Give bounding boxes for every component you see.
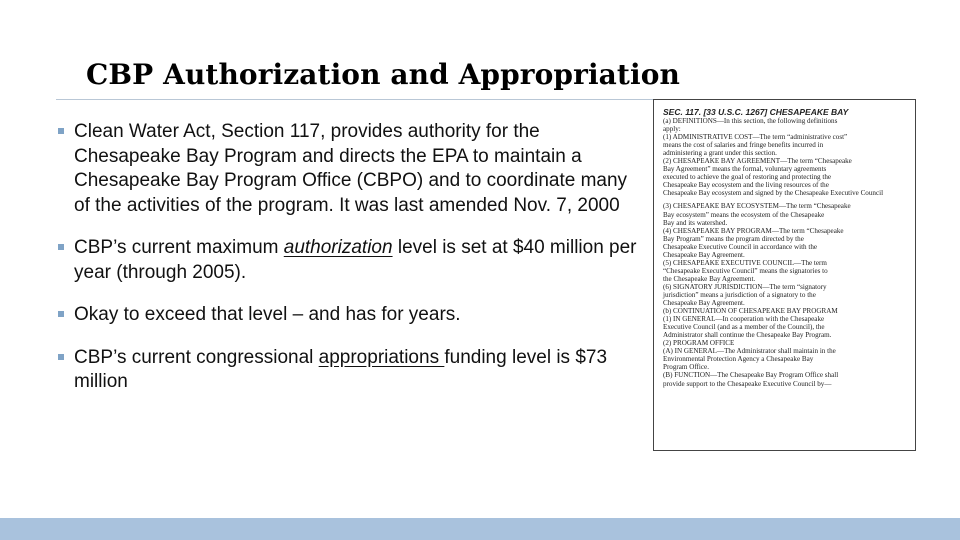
statute-line: Chesapeake Bay ecosystem and signed by the Chesapeake Executive Council — [663, 189, 884, 198]
bullet-item — [58, 236, 638, 285]
bullet-text-before: CBP’s current congressional — [74, 346, 319, 368]
statute-line: the Chesapeake Bay Agreement. — [663, 274, 756, 283]
statute-line: (b) CONTINUATION OF CHESAPEAKE BAY PROGRAM — [663, 307, 838, 316]
square-bullet-icon — [58, 128, 64, 134]
statute-line: Bay Agreement” means the formal, voluntary agreements — [663, 165, 827, 174]
statute-line: Bay and its watershed. — [663, 218, 728, 227]
square-bullet-icon — [58, 311, 64, 317]
statute-line: (4) CHESAPEAKE BAY PROGRAM—The term “Chesapeake — [663, 226, 844, 235]
statute-line: executed to achieve the goal of restoring and protecting the — [663, 173, 832, 182]
square-bullet-icon — [58, 354, 64, 360]
statute-line: Chesapeake Bay Agreement. — [663, 299, 745, 308]
square-bullet-icon — [58, 244, 64, 250]
title-divider — [56, 99, 680, 100]
statute-line: administering a grant under this section. — [663, 149, 777, 158]
statute-line: provide support to the Chesapeake Executive Council by— — [663, 379, 832, 388]
statute-line: Executive Council (and as a member of the Council), the — [663, 323, 825, 332]
statute-line: Environmental Protection Agency a Chesapeake Bay — [663, 355, 814, 364]
statute-line: (2) PROGRAM OFFICE — [663, 339, 735, 348]
statute-line: (B) FUNCTION—The Chesapeake Bay Program Office shall — [663, 371, 839, 380]
statute-line: jurisdiction” means a jurisdiction of a signatory to the — [663, 290, 816, 299]
statute-line: Chesapeake Bay ecosystem and the living resources of the — [663, 181, 829, 190]
bullet-text: Clean Water Act, Section 117, provides authority for the Chesapeake Bay Program and directs the EPA to maintain a Chesapeake Bay Program Office (CBPO) and to coordinate many of the activities of the program. It was last amended Nov. 7, 2000 — [74, 121, 628, 216]
bullet-item — [58, 346, 638, 395]
statute-line: Bay Program” means the program directed by the — [663, 234, 804, 243]
statute-line: (5) CHESAPEAKE EXECUTIVE COUNCIL—The term — [663, 258, 827, 267]
bullet-item — [58, 303, 638, 328]
bullet-text-after: level is set at $40 million per year (through 2005). — [74, 237, 637, 283]
bullet-item — [58, 120, 638, 218]
statute-line: (A) IN GENERAL—The Administrator shall maintain in the — [663, 347, 836, 356]
statute-line: Chesapeake Bay Agreement. — [663, 250, 745, 259]
statute-line: (1) IN GENERAL—In cooperation with the Chesapeake — [663, 315, 825, 324]
bullet-text: Okay to exceed that level – and has for years. — [74, 304, 461, 325]
statute-line: (a) DEFINITIONS—In this section, the following definitions — [663, 117, 838, 125]
bullet-list — [58, 120, 638, 413]
bullet-text-after: funding level is $73 million — [74, 346, 608, 392]
slide-title: CBP Authorization and Appropriation — [86, 58, 680, 91]
statute-line: (1) ADMINISTRATIVE COST—The term “administrative cost” — [663, 133, 848, 142]
statute-line: (2) CHESAPEAKE BAY AGREEMENT—The term “Chesapeake — [663, 157, 852, 166]
statute-line: “Chesapeake Executive Council” means the signatories to — [663, 266, 828, 275]
statute-excerpt-image — [653, 99, 916, 451]
appropriations-emphasis: appropriations — [318, 346, 445, 368]
statute-text — [663, 117, 907, 388]
statute-line: apply: — [663, 125, 681, 134]
statute-line: (6) SIGNATORY JURISDICTION—The term “signatory — [663, 282, 827, 291]
authorization-emphasis: authorization — [283, 237, 393, 258]
statute-line: (3) CHESAPEAKE BAY ECOSYSTEM—The term “Chesapeake — [663, 202, 851, 211]
bullet-text-before: CBP’s current maximum — [74, 237, 284, 258]
statute-line: means the cost of salaries and fringe benefits incurred in — [663, 141, 824, 150]
statute-line: Administrator shall continue the Chesapeake Bay Program. — [663, 331, 832, 340]
statute-line: Program Office. — [663, 363, 709, 372]
statute-line: Chesapeake Executive Council in accordance with the — [663, 242, 818, 251]
statute-line: Bay ecosystem” means the ecosystem of the Chesapeake — [663, 210, 825, 219]
statute-heading: SEC. 117. [33 U.S.C. 1267] CHESAPEAKE BAY — [663, 107, 849, 117]
footer-bar — [0, 518, 960, 540]
